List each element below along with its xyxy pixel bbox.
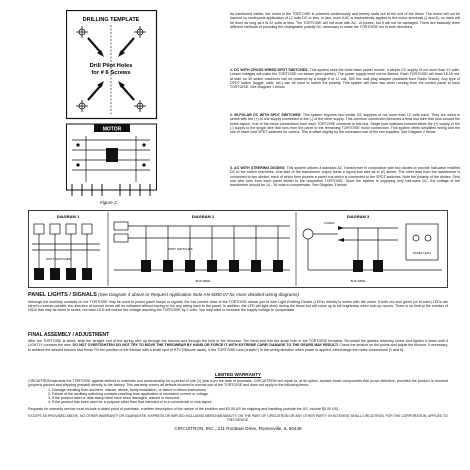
panel-lights-note: (See Diagram 4 above or Request Application Note AN-6000-07 for more detailed wiring diagrams) <box>98 292 300 297</box>
diagram-2-title: DIAGRAM 2 <box>191 214 215 219</box>
warranty-item-2: 2. Failure of the auxiliary switching contacts resulting from application of excessive current or voltage. <box>48 391 209 396</box>
section-3-heading: 3. AC WITH STEERING DIODES: <box>230 166 286 170</box>
final-assembly-body2: Check the tension on the points and adjust the fulcrum, if necessary, to achieve the desired tension and throw. Fix the position of the fulcrum with a small spot of RTV (Silicone caulk). If the TORTOISE runs (crawls?) in the wrong direction when power is applied, interchange the motor connections (1 and 8). <box>28 343 449 352</box>
company-footer: CIRCUITRON, INC., 211 RocBaar Drive, Romeoville, IL 60446 <box>174 425 302 431</box>
panel-lights-heading: PANEL LIGHTS / SIGNALS <box>28 292 97 298</box>
bus-label-2: BUS WIRE <box>195 279 211 283</box>
warranty-item-1: 1. Damage resulting from accident, misuse, abuse, faulty installation, or failure to follow instructions. <box>48 387 207 392</box>
section-3-body: This system utilizes a standard AC Transformer in conjunction with two diodes to provide half-wave rectified DC to the switch machines. One side of the transformer output feeds a layout bus wire as in (2) above. The other lead from the transformer is connected to two diodes, each of which then powers a panel bus which is connected to the SPDT switches. Note the polarity of the diodes. Only one wire runs from each panel switch to the respective TORTOISE. Since the system is supplying only half-wave DC, the voltage of the transformer should be 14 - 16 volts to compensate. See Diagram 3 below. <box>230 166 460 188</box>
bus-label-3: BUS WIRE <box>350 279 366 283</box>
diagram-3-title: DIAGRAM 3 <box>346 214 370 219</box>
spdt-label: SPDT SWITCHES <box>168 247 193 251</box>
drilling-template-figure <box>66 10 216 198</box>
final-assembly-heading: FINAL ASSEMBLY / ADJUSTMENT <box>28 332 110 338</box>
panel-lights-section <box>28 292 448 312</box>
wiring-diagrams <box>28 210 448 288</box>
template-label-line2: for # 6 Screws <box>91 70 131 76</box>
section-2-heading: 2. BI-POLAR DC WITH SPDT SWITCHES: <box>230 113 302 117</box>
warranty-intro: CIRCUITRON warrants the TORTOISE against defects in materials and workmanship for a period of one (1) year from the date of purchase. CIRCUITRON will repair or, at its option, replace those components that prove defective, provided the product is returned (properly packed and shipping prepaid) directly to the factory. This warranty covers all defects incurred in normal use of the TORTOISE and does not apply to the following items: <box>28 379 448 388</box>
final-assembly-warning: DO NOT OVERTIGHTEN! DO NOT TRY TO MOVE THE THROWBAR BY HAND OR FORCE IT WITH EXTREME CARE! DAMAGE TO THE GEARS MAY RESULT! <box>72 343 339 348</box>
warranty-heading: LIMITED WARRANTY <box>214 372 262 377</box>
warranty-disclaimer: EXCEPT AS PROVIDED ABOVE, NO OTHER WARRANTY OR GUARANTEE, EXPRESS OR IMPLIED INCLUDING MERCHANTABILITY, ON THE PART OF CIRCUITRON OR ANY OTHER PARTY. IN NO EVENT SHALL CIRCUITRON, FOR THE CORPORATION, APPLIES TO THIS DEVICE. <box>28 414 448 423</box>
section-2 <box>230 113 460 134</box>
final-assembly-section <box>28 332 448 352</box>
warranty-item-3: 3. If the product label or date stamp label have been damaged, altered or removed. <box>48 396 181 401</box>
section-1-body: This system uses the most basic power source, a simple DC supply of not more than 12 volts. Lesser voltages will make the TORTOISE run slower (and quieter). The power supply need not be filtered. Each TORTOISE will draw 15-16 ma. at stall, so 30 switch machines can be powered by a single 9 or 12 volt, 500 ma. wall plug adapter (available from Radio Shack). Any type of DPDT switch (toggle, slide, etc.) can be used to switch the polarity. This system will have two wires running from the control panel to each TORTOISE. See Diagram 1 below. <box>230 68 460 90</box>
section-3 <box>230 166 460 187</box>
figure-caption: Figure 2. <box>100 200 118 205</box>
template-label-line1: Drill Pilot Holes <box>89 63 133 69</box>
warranty-section <box>28 372 448 431</box>
warranty-return-note: Requests for warranty service must include a dated proof of purchase, a written description of the nature of the problem and $3.00 US for shipping and handling (outside the US, include $5.00 US). <box>28 406 340 411</box>
motor-label: MOTOR <box>102 126 122 133</box>
dpdt-label: DPDT SWITCHES <box>46 257 71 261</box>
final-assembly-body1: After the TORTOISE is wired, slide the straight end of the spring wire up through the fulcrum and through the hole in the throwbar. The bend end into the small hole in the TORTOISE throwbar. Re-install the gibbles retaining screw and tighten it down until it LIGHTLY contacts the wire. <box>28 339 448 348</box>
diagram-1-title: DIAGRAM 1 <box>56 214 80 219</box>
diode-label: 1N4001 <box>324 221 335 225</box>
section-1-heading: 1. DC WITH CROSS WIRED DPDT SWITCHES: <box>230 68 309 72</box>
panel-lights-body: Although the auxiliary contacts on the TORTOISE may be used to power panel lamps or signals, the low current draw of the TORTOISE allows you to wire Light Emitting Diodes (LEDs) directly in series with the motor. If both red and green (or bi-color) LEDs are wired in reverse parallel, the direction of turnout throw will be indicated without having to run any wiring back to the panel. In addition, the LED will light dimly during the throw but will come up to full brightness when lock-up occurs. There is no limit to the number of LEDs that may be wired in series, but each LED will reduce the voltage reaching the TORTOISE by 2 volts. You may want to increase the supply voltage to compensate. <box>28 299 448 313</box>
template-title: DRILLING TEMPLATE <box>82 17 140 23</box>
panel-led-label: PANEL LED's <box>412 251 432 255</box>
section-2-body: This system requires two similar DC supplies of not more than 12 volts each. They are wired in series with the (+) of one supply connected to the (-) of the other supply. This common connection becomes a third bus wire that runs around the entire layout. One of the motor connections from each TORTOISE connects to this bus. Single pole switches connect either the (+) supply or the (-) supply to the single wire that runs from the panel to the remaining TORTOISE motor connection. This system offers simplified wiring and the use of lower cost SPDT switches for control. This is offset slightly by the increased cost of the two supplies. See Diagram 2 below. <box>230 113 461 135</box>
intro-paragraph: As mentioned earlier, the motor in the TORTOISE is powered continuously and merely stalls out at the end of the throw. The motor will not be harmed by continuous application of 12 volts DC or less. In fact, even if AC is inadvertently applied to the motor terminals (1 and 8), no harm will be done as long as it is 12 volts or less. The TORTOISE will not work with AC, of course, but it will not be damaged. There are basically three different methods of providing the changeable polarity DC necessary to make the TORTOISE run in both directions. <box>230 12 460 29</box>
section-1 <box>230 68 460 89</box>
warranty-item-4: 4. If the product has been used for a purpose other than that intended or in a commercial or club layout. <box>48 400 213 405</box>
